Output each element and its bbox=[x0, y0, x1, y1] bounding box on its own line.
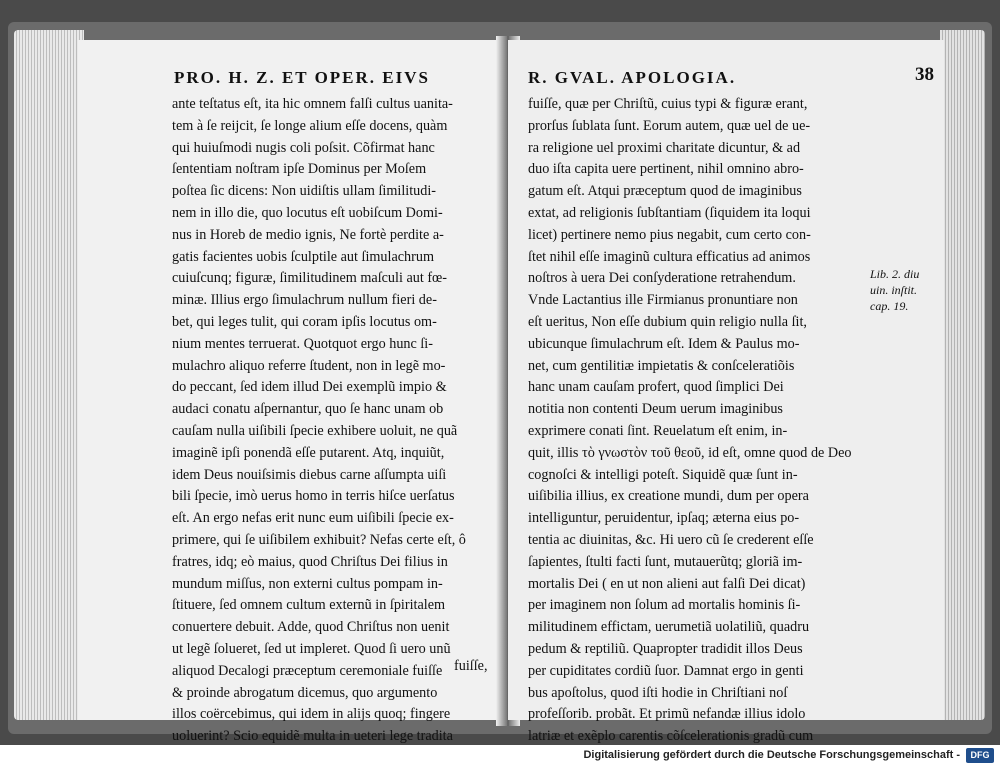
text-line: uoluerint? Scio equidẽ multa in ueteri lege tradita bbox=[172, 728, 453, 745]
text-line: mortalis Dei ( en ut non alieni aut falſi Dei dicat) bbox=[528, 575, 806, 592]
text-line: intelliguntur, peruidentur, ipſaq; æterna eius po- bbox=[528, 510, 800, 527]
text-line: fratres, idq; eò maius, quod Chriſtus Dei filius in bbox=[172, 553, 448, 570]
text-line: ante teſtatus eſt, ita hic omnem falſi cultus uanita- bbox=[172, 96, 453, 112]
funding-credit: Digitalisierung gefördert durch die Deutsche Forschungsgemeinschaft - bbox=[583, 749, 960, 761]
catchword: fuiſſe, bbox=[454, 658, 488, 674]
text-line: licet) pertinere nemo pius negabit, cum certo con- bbox=[528, 226, 811, 243]
text-line: profeſſorib. probãt. Et primũ nefandæ illius idolo bbox=[528, 706, 806, 723]
text-line: do peccant, ſed idem illud Dei exemplũ impio & bbox=[172, 379, 447, 396]
text-line: nus in Horeb de medio ignis, Ne fortè perdite a- bbox=[172, 226, 444, 243]
text-line: per cupiditates cordiũ ſuor. Damnat ergo in genti bbox=[528, 662, 804, 679]
left-page bbox=[78, 40, 508, 745]
text-line: militudinem effictam, uerumetiã uolatiliũ, quadru bbox=[528, 619, 810, 636]
text-line: bus apoſtolus, quod iſti hodie in Chriſtiani noſ bbox=[528, 684, 788, 701]
text-line: duo iſta capita uere pertinent, nihil omnino abro- bbox=[528, 161, 804, 178]
text-line: primere, qui ſe uiſibilem exhibuit? Nefas certe eſt, ô bbox=[172, 531, 466, 548]
text-line: cauſam nulla uiſibili ſpecie exhibere uoluit, ne quã bbox=[172, 422, 458, 439]
text-line: minæ. Illius ergo ſimulachrum nullum fieri de- bbox=[172, 292, 437, 309]
text-line: ut legẽ ſolueret, ſed ut impleret. Quod ſi uero unũ bbox=[172, 640, 451, 657]
left-page-edges bbox=[14, 30, 84, 720]
right-page bbox=[508, 40, 944, 745]
text-line: exprimere conati ſint. Reuelatum eſt enim, in- bbox=[528, 422, 788, 439]
text-line: per imaginem non ſolum ad mortalis hominis ſi- bbox=[528, 597, 801, 614]
text-line: qui huiuſmodi nugis coli poſsit. Cõfirmat hanc bbox=[172, 139, 435, 156]
text-line: gatis facientes uobis ſculptile aut ſimulachrum bbox=[172, 248, 435, 265]
marginal-line: cap. 19. bbox=[870, 299, 909, 313]
right-running-header: R. GVAL. APOLOGIA. bbox=[528, 68, 737, 87]
text-line: ra religione uel proximi charitate dicuntur, & ad bbox=[528, 139, 801, 156]
text-line: poſtea ſic dicens: Non uidiſtis ullam ſimilitudi- bbox=[172, 183, 437, 200]
text-line: ubicunque ſimulachrum eſt. Idem & Paulus mo- bbox=[528, 335, 800, 352]
text-line: eſt. An ergo nefas erit nunc eum uiſibili ſpecie ex- bbox=[172, 510, 454, 527]
text-line: notitia non contenti Deum uerum imaginibus bbox=[528, 401, 783, 418]
text-line: audaci conatu aſpernantur, quo ſe hanc unam ob bbox=[172, 401, 444, 418]
text-line: gatum eſt. Atqui præceptum quod de imaginibus bbox=[528, 183, 802, 200]
text-line: uiſibilia illius, ex creatione mundi, dum per opera bbox=[528, 488, 809, 505]
text-line: bet, qui leges tulit, qui coram ipſis locutus om- bbox=[172, 313, 437, 330]
text-line: idem Deus nouiſsimis diebus carne aſſumpta uiſi bbox=[172, 466, 447, 483]
text-line: tem à ſe reijcit, ſe longe alium eſſe docens, quàm bbox=[172, 117, 448, 134]
dfg-logo-icon: DFG bbox=[966, 748, 994, 763]
right-page-edges bbox=[940, 30, 985, 720]
text-line: ſtituere, ſed omnem cultum externũ in ſpiritalem bbox=[172, 597, 446, 614]
marginal-note bbox=[870, 266, 940, 314]
text-line: bili ſpecie, imò uerus homo in terris hiſce uerſatus bbox=[172, 488, 455, 505]
text-line: hanc unam cauſam profert, quod ſimplici Dei bbox=[528, 379, 784, 396]
text-line: quit, illis τὸ γνωστὸν τοῦ θεοῦ, id eſt, omne quod de Deo bbox=[528, 444, 852, 461]
text-line: noſtros à uera Dei conſyderatione retrahendum. bbox=[528, 270, 796, 287]
text-line: illos coërcebimus, qui idem in alijs quoq; fingere bbox=[172, 706, 451, 723]
text-line: extat, ad religionis ſubſtantiam (ſiquidem ita loqui bbox=[528, 204, 811, 221]
marginal-line: uin. inſtit. bbox=[870, 283, 918, 297]
text-line: ſtet nihil eſſe imaginũ cultura efficatius ad animos bbox=[528, 248, 811, 265]
left-page-text bbox=[172, 94, 502, 748]
left-running-header: PRO. H. Z. ET OPER. EIVS bbox=[174, 68, 430, 87]
page-number: 38 bbox=[915, 64, 934, 85]
text-line: Vnde Lactantius ille Firmianus pronuntiare non bbox=[528, 292, 798, 309]
text-line: pedum & reptiliũ. Quapropter tradidit illos Deus bbox=[528, 640, 803, 657]
text-line: ſententiam noſtram ipſe Dominus per Moſem bbox=[172, 161, 427, 178]
text-line: mundum miſſus, non externi cultus pompam in- bbox=[172, 575, 443, 592]
text-line: tentia ac diuinitas, &c. Hi uero cũ ſe crederent eſſe bbox=[528, 531, 814, 548]
right-page-text bbox=[528, 94, 858, 748]
footer-bar bbox=[0, 745, 1000, 767]
text-line: latriæ et exẽplo carentis cõſcelerationis gradũ cum bbox=[528, 728, 814, 745]
text-line: aliquod Decalogi præceptum ceremoniale fuiſſe bbox=[172, 662, 443, 679]
text-line: conuertere debuit. Adde, quod Chriſtus non uenit bbox=[172, 619, 450, 636]
text-line: eſt ueritus, Non eſſe dubium quin religio nulla ſit, bbox=[528, 313, 807, 330]
text-line: & proinde abrogatum dicemus, quo argumento bbox=[172, 684, 438, 701]
text-line: nem in illo die, quo locutus eſt uobiſcum Domi- bbox=[172, 204, 443, 221]
text-line: nium mentes terruerat. Quotquot ergo hunc ſi- bbox=[172, 335, 433, 352]
text-line: net, cum gentilitiæ impietatis & conſceleratiõis bbox=[528, 357, 795, 374]
text-line: fuiſſe, quæ per Chriſtũ, cuius typi & figuræ erant, bbox=[528, 96, 808, 112]
text-line: ſapientes, ſtulti facti ſunt, mutauerũtq; gloriã im- bbox=[528, 553, 803, 570]
text-line: cognoſci & intelligi poteſt. Siquidẽ quæ ſunt in- bbox=[528, 466, 798, 483]
text-line: cuiuſcunq; figuræ, ſimilitudinem maſculi aut fœ- bbox=[172, 270, 448, 287]
text-line: mulachro aliquo referre ſtudent, non in legẽ mo- bbox=[172, 357, 446, 374]
text-line: imaginẽ ipſi ponendã eſſe putarent. Atq, inquiũt, bbox=[172, 444, 445, 461]
marginal-line: Lib. 2. diu bbox=[870, 267, 920, 281]
text-line: prorſus ſublata ſunt. Eorum autem, quæ uel de ue- bbox=[528, 117, 811, 134]
